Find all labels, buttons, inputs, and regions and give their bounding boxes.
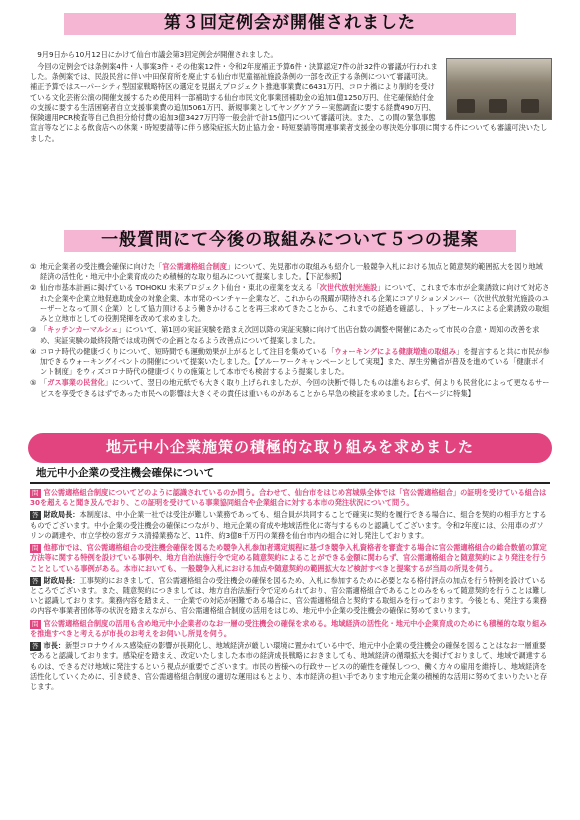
proposal-number: ② <box>30 283 37 293</box>
answer-text: 本制度は、中小企業一社では受注が難しい業務であっても、組合員が共同することで確実に契約を履行できる場合に、組合を契約の相手方とするものでございます。中小企業の受注機会の確保につながり、地元企業の育成や地域活性化に寄与するものと認識してございます。令和2年度には、公用車のガソリンの調達や、市立学校の窓ガラス清掃業務など、11件、約3億8千万円の業務を仙台市内の組合に対し発注しております。 <box>30 510 547 540</box>
question-block <box>30 619 550 639</box>
proposal-number: ③ <box>30 325 37 335</box>
answer-tag: 答 <box>32 642 39 651</box>
question-text: 官公需適格組合制度の活用も含め地元中小企業者のなお一層の受注機会の確保を求める。地域経済の活性化・地元中小企業育成のためにも積極的な取り組みを推進すべきと考えるが市長のお考えをお伺いし所見を伺う。 <box>30 618 547 638</box>
question-tag: 問 <box>32 544 39 553</box>
proposal-text: 仙台市基本計画に掲げている TOHOKU 未来プロジェクト仙台・東北の産業を支える「次世代放射光施設」について、これまで本市が企業誘致に向けて対応された企業や企業立地促進助成金の対象企業、本市発のベンチャー企業など、これからの飛躍が期待される企業にコアリションメンバー（次世代放射光施設のユーザーとなって頂く企業）として協力頂けるよう働きかけることを再三求めてきたことから、これまでの経過を確認し、トップセールスによる企業誘致の取組みと立地市としての役割発揮を改めて求めました。 <box>40 283 550 324</box>
sme-policy-banner: 地元中小企業施策の積極的な取り組みを求めました <box>28 433 552 463</box>
proposal-item <box>30 347 550 378</box>
photo-spacer <box>438 62 550 122</box>
regular-session-paragraph: 9月9日から10月12日にかけて仙台市議会第3回定例会が開催されました。 <box>37 50 278 59</box>
answer-tag: 答 <box>32 511 39 520</box>
regular-session-title-bar <box>0 3 580 43</box>
general-questions-title-bar <box>0 220 580 260</box>
proposal-text: 地元企業者の受注機会確保に向けた「官公需適格組合制度」について、先見都市の取組みも紹介し一般競争入札における加点と随意契約範囲拡大を図り地域経済の活性化・地元中小企業育成のため積極的な取り組みについて提案しました。【下記参照】 <box>40 262 543 282</box>
answer-text: 新型コロナウイルス感染症の影響が長期化し、地域経済が厳しい環境に置かれている中で、地元中小企業の受注機会の確保を図ることはなお一層重要であると認識しております。感染症を踏まえ、改定いたしました本市の経済成長戦略におきましても、地域経済の循環拡大を掲げておりまして、地域で調達するものは、できるだけ地域に発注するという視点が重要でございます。市民の皆様への行政サービスの的確性を確保しつつ、働く方々の雇用を維持し、地域経済を活性化していくために、引き続き、官公需適格組合制度の適切な運用はもとより、本市経済の担い手であります地元企業の積極的な活用に努めてまいりたいと存じます。 <box>30 641 548 691</box>
question-block <box>30 543 550 574</box>
answer-block <box>30 510 550 541</box>
proposal-number: ① <box>30 262 37 271</box>
question-tag: 問 <box>32 619 39 628</box>
regular-session-paragraph: 今回の定例会では条例案4件・人事案3件・その他案12件・令和2年度補正予算6件・決算認定7件の計32件の審議が行われました。条例案では、民設民営に伴い中田保育所を廃止する仙台市児童福祉施設条例の一部を改正する条例について審議可決。補正予算ではスーパーシティ型国家戦略特区の選定を見据えプロジェクト推進事業費に6431万円、コロナ禍により制約を受けている文化芸術公演の開催支援するため使用料一部補助する仙台市民文化事業団補助金の追加1億1250万円、住宅確保給付金の支援に要する生活困窮者自立支援事業費の追加5061万円、新規事業としてヤングケアラー実態調査に要する経費490万円、保険適用PCR検査等自己負担分給付費の追加3億3427万円等一般会計で計15億円について審議可決。また、この間の緊急事態宣言等などによる飲食店への休業・時短要請等に伴う感染症拡大防止協力金・時短要請等関連事業者支援金の専決処分事項に関する件についても審議可決いたしました。 <box>30 62 548 143</box>
proposal-item <box>30 325 550 345</box>
proposal-list <box>30 262 550 430</box>
answer-speaker: 財政局長： <box>43 510 80 520</box>
answer-speaker: 財政局長： <box>43 575 80 585</box>
proposal-text: 「ガス事業の民営化」について、翌日の地元紙でも大きく取り上げられましたが、今回の決断で得したものは誰もおらず、何よりも民営化によって更なるサービスを享受できるはずであった市民への影響は大きくその責任は重いものがあることから早急の検証を求めました。【右ページに特集】 <box>40 378 550 398</box>
general-questions-title: 一般質問にて今後の取組みについて５つの提案 <box>101 229 479 250</box>
answer-block <box>30 641 550 692</box>
proposal-number: ⑤ <box>30 378 37 388</box>
sme-subheading: 地元中小企業の受注機会確保について <box>30 466 550 484</box>
answer-tag: 答 <box>32 576 39 585</box>
question-text: 官公需適格組合制度についてどのように認識されているのか問う。合わせて、仙台市をはじめ宮城県全体では「官公需適格組合」の証明を受けている組合は30を超えると聞き及んでおり、この証明を受けている事業協同組合や企業組合に対する本市の発注状況について問う。 <box>30 488 547 508</box>
question-tag: 問 <box>32 489 39 497</box>
proposal-text: 「キッチンカーマルシェ」について、第1回の実証実験を踏まえ次回以降の実証実験に向けて出店台数の調整や開催にあたって市民の合意・周知の改善を求め、実証実験の最終段階では成功例での企画となるよう改善点について提案しました。 <box>40 325 540 345</box>
answer-block <box>30 576 550 617</box>
proposal-item <box>30 262 550 282</box>
proposal-number: ④ <box>30 346 37 356</box>
regular-session-title: 第３回定例会が開催されました <box>164 12 416 33</box>
regular-session-body <box>30 62 550 222</box>
question-text: 他都市では、官公需適格組合の受注機会確保を図るため競争入札参加者選定規程に基づき競争入札資格者を審査する場合に官公需適格組合の総合数値の算定方法等に関する特例を設けている事例や、地方自治法施行令で定める随意契約によることができる金額に関わらず、官公需適格組合と随意契約により発注を行うこととしている事例がある。本市においても、一般競争入札における加点や随意契約の範囲拡大など検討すべきと提案するが当局の所見を伺う。 <box>30 543 547 573</box>
answer-speaker: 市長： <box>43 641 66 651</box>
regular-session-intro <box>30 50 438 60</box>
question-block <box>30 488 550 508</box>
answer-text: 工事契約におきまして、官公需適格組合の受注機会の確保を図るため、入札に参加するために必要となる格付評点の加点を行う特例を設けているところでございます。また、随意契約につきましては、地方自治法施行令で定められており、官公需適格組合であることのみをもって随意契約を行うことは難しいと認識しております。業務内容を踏まえ、一企業での対応が困難である場合に、官公需適格組合と契約する取組みを行っております。今後とも、発注する業務の内容や事業者団体等の状況を踏まえながら、官公需適格組合制度の活用をはじめ、地元中小企業の受注機会の確保に努めてまいります。 <box>30 575 547 616</box>
qa-list <box>30 488 550 816</box>
proposal-item <box>30 283 550 324</box>
proposal-item <box>30 378 550 398</box>
proposal-text: コロナ時代の健康づくりについて、短時間でも運動効果が上がるとして注目を集めている「ウォーキングによる健康増進の取組み」を提言すると共に市民が参加できるウォーキングイベントの開催について提案いたしました。【アルーワークキャンペーンとして実現】また、厚生労働省が普及を進めている「健康ポイント制度」をウィズコロナ時代の健康づくりの施策として本市でも検討するよう提案しました。 <box>40 346 550 377</box>
